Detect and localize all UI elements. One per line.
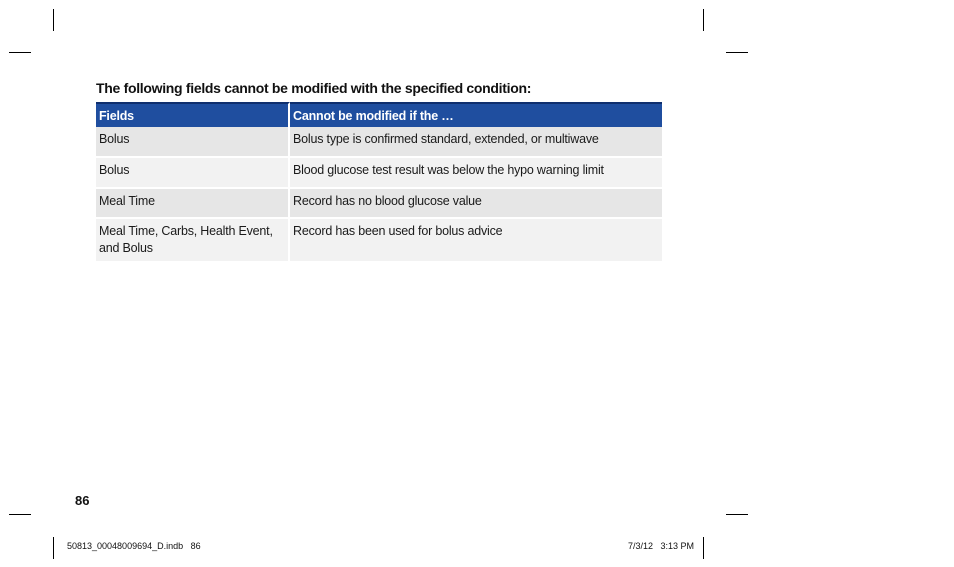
section-heading: The following fields cannot be modified with the specified condition: — [96, 80, 532, 96]
table-cell-fields: Bolus — [96, 127, 290, 158]
crop-mark-bottom-right-vertical — [703, 537, 704, 559]
table-cell-condition: Blood glucose test result was below the hypo warning limit — [290, 158, 662, 189]
table-row — [96, 189, 662, 219]
crop-mark-bottom-left-horizontal — [9, 514, 31, 515]
table-cell-fields: Meal Time — [96, 189, 290, 219]
table-cell-fields: Meal Time, Carbs, Health Event, and Bolus — [96, 219, 290, 263]
table-cell-fields: Bolus — [96, 158, 290, 189]
table-cell-condition: Record has been used for bolus advice — [290, 219, 662, 263]
table-row — [96, 219, 662, 263]
crop-mark-bottom-left-vertical — [53, 537, 54, 559]
conditions-table — [96, 102, 662, 263]
page-number: 86 — [75, 493, 90, 508]
table-cell-condition: Bolus type is confirmed standard, extended, or multiwave — [290, 127, 662, 158]
column-header-condition: Cannot be modified if the … — [290, 102, 662, 127]
table-header-row — [96, 102, 662, 127]
table-row — [96, 158, 662, 189]
crop-mark-top-left-vertical — [53, 9, 54, 31]
table-row — [96, 127, 662, 158]
crop-mark-bottom-right-horizontal — [726, 514, 748, 515]
crop-mark-top-left-horizontal — [9, 52, 31, 53]
print-slug-date: 7/3/12 3:13 PM — [628, 541, 695, 551]
crop-mark-top-right-vertical — [703, 9, 704, 31]
column-header-fields: Fields — [96, 102, 290, 127]
table-cell-condition: Record has no blood glucose value — [290, 189, 662, 219]
print-slug-file: 50813_00048009694_D.indb 86 — [67, 541, 201, 551]
crop-mark-top-right-horizontal — [726, 52, 748, 53]
